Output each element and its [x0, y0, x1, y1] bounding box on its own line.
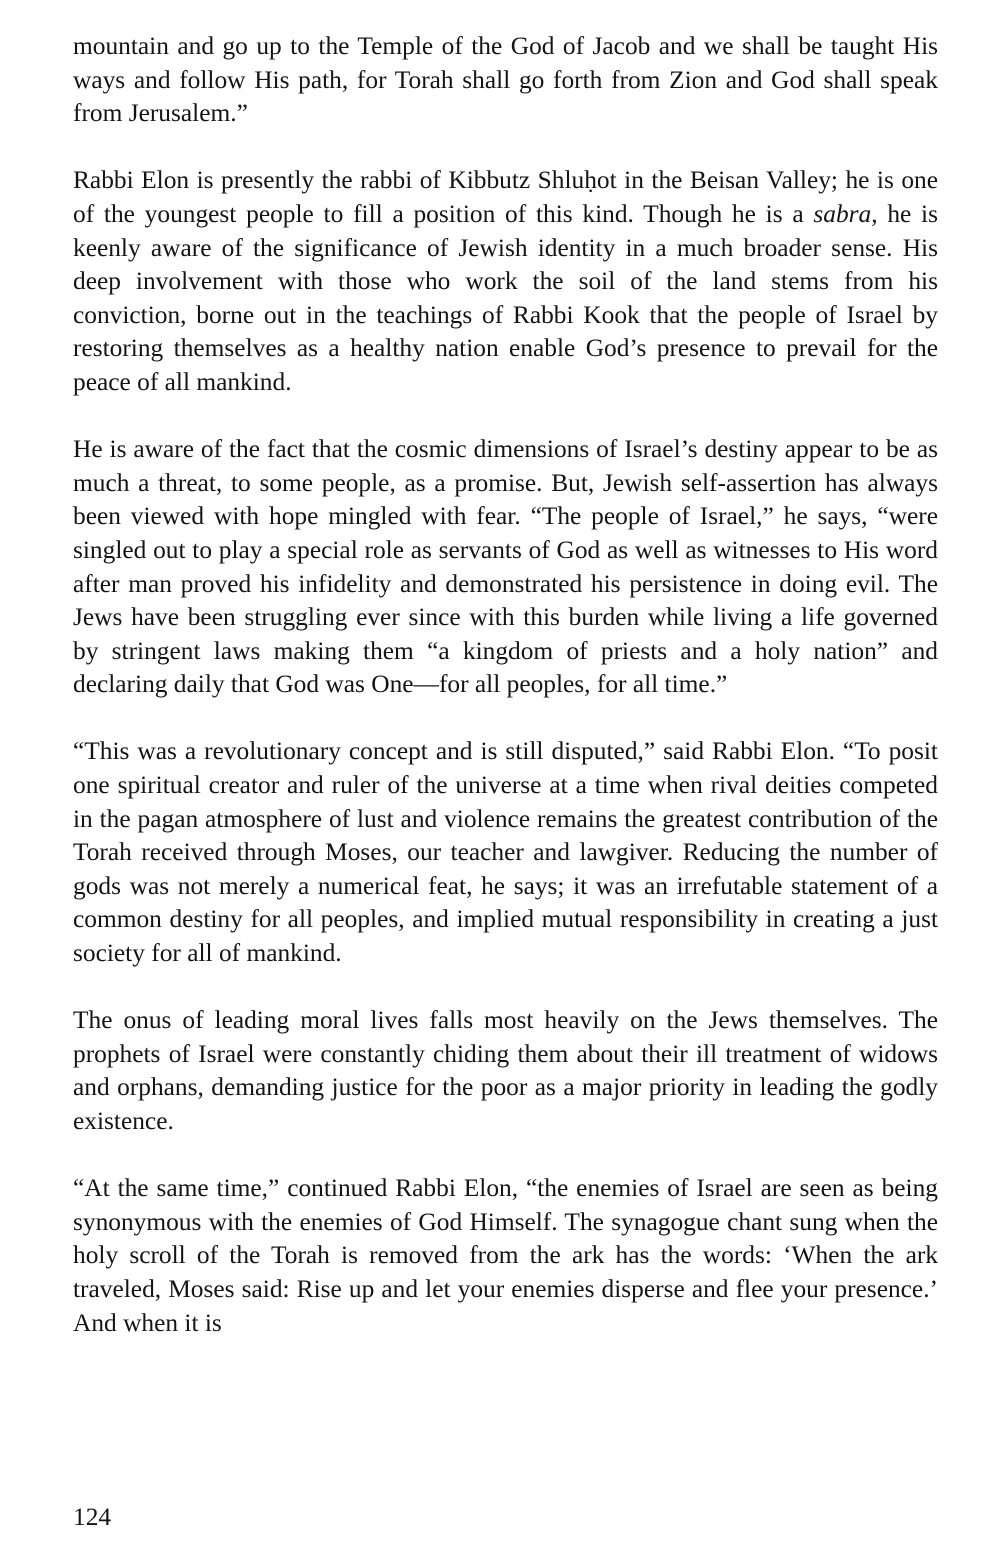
- paragraph-3: He is aware of the fact that the cosmic dimensions of Israel’s destiny appear to be as much a threat, to some people, as a promise. But, Jewish self-assertion has always been viewed with hope mingled with fear. “The people of Israel,” he says, “were singled out to play a special role as servants of God as well as witnesses to His word after man proved his infidelity and demonstrated his persistence in doing evil. The Jews have been struggling ever since with this burden while living a life governed by stringent laws making them “a kingdom of priests and a holy nation” and declaring daily that God was One—for all peoples, for all time.”: [73, 435, 938, 699]
- paragraph-2-text-before: Rabbi Elon is presently the rabbi of Kibbutz Shluḥot in the Beisan Valley; he is one of the youngest people to fill a position of this kind. Though he is a: [73, 166, 938, 228]
- paragraph-2-italic-word: sabra,: [813, 199, 878, 228]
- page-body: [73, 30, 938, 1374]
- paragraph-6: “At the same time,” continued Rabbi Elon, “the enemies of Israel are seen as being synonymous with the enemies of God Himself. The synagogue chant sung when the holy scroll of the Torah is removed from the ark has the words: ‘When the ark traveled, Moses said: Rise up and let your enemies disperse and flee your presence.’ And when it is: [73, 1174, 938, 1337]
- paragraph-4: “This was a revolutionary concept and is still disputed,” said Rabbi Elon. “To posit one spiritual creator and ruler of the universe at a time when rival deities competed in the pagan atmosphere of lust and violence remains the greatest contribution of the Torah received through Moses, our teacher and lawgiver. Reducing the number of gods was not merely a numerical feat, he says; it was an irrefutable statement of a common destiny for all peoples, and implied mutual responsibility in creating a just society for all of mankind.: [73, 737, 938, 968]
- paragraph-2: [73, 164, 938, 399]
- paragraph-2-text-after: he is keenly aware of the significance of Jewish identity in a much broader sense. His deep involvement with those who work the soil of the land stems from his conviction, borne out in the teachings of Rabbi Kook that the people of Israel by restoring themselves as a healthy nation enable God’s presence to prevail for the peace of all mankind.: [73, 199, 938, 396]
- paragraph-5: The onus of leading moral lives falls most heavily on the Jews themselves. The prophets of Israel were constantly chiding them about their ill treatment of widows and orphans, demanding justice for the poor as a major priority in leading the godly existence.: [73, 1006, 938, 1135]
- page-number: 124: [73, 1503, 112, 1531]
- paragraph-1: mountain and go up to the Temple of the God of Jacob and we shall be taught His ways and follow His path, for Torah shall go forth from Zion and God shall speak from Jerusalem.”: [73, 32, 938, 128]
